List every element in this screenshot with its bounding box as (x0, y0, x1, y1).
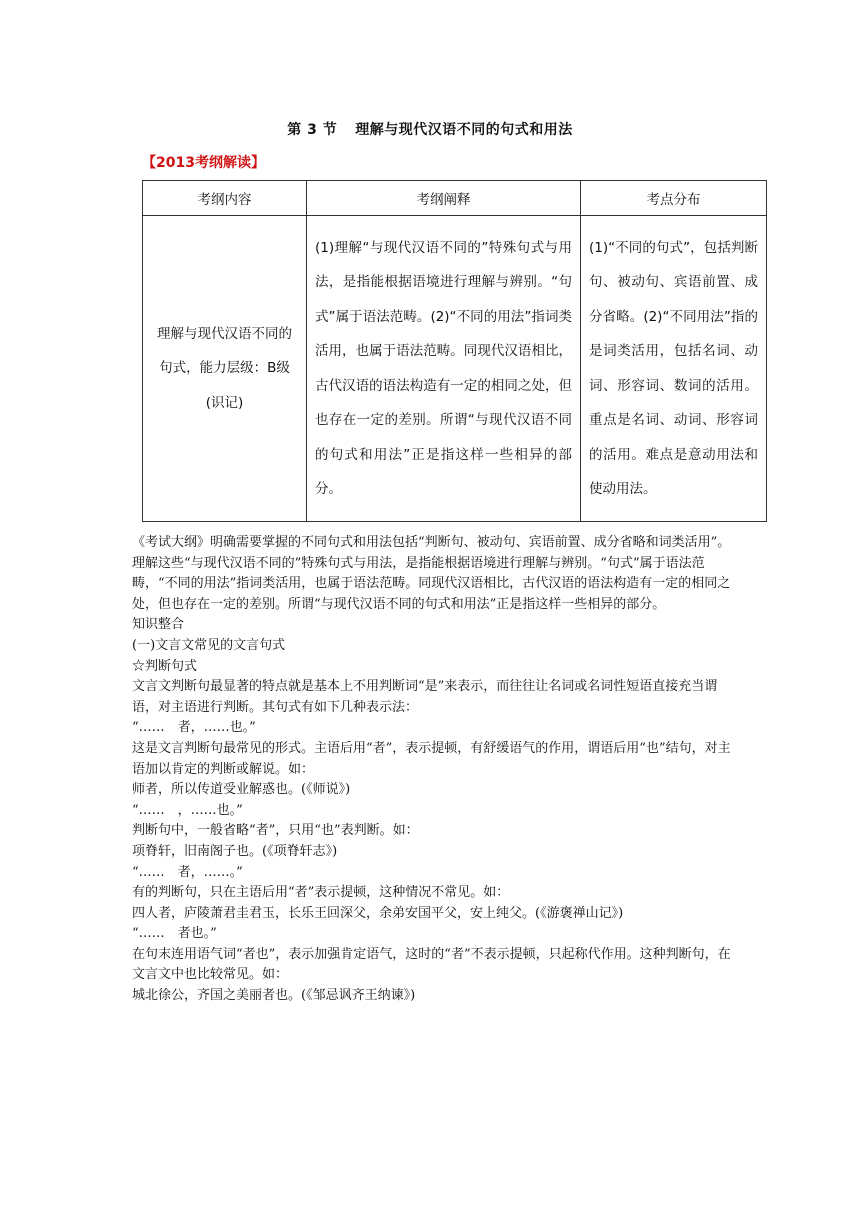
distribution-text: (1)“不同的句式”，包括判断句、被动句、宾语前置、成分省略。(2)“不同用法”指的是词类活用，包括名词、动词、形容词、数词的活用。重点是名词、动词、形容词的活用。难点是意动用法和使动用法。 (589, 239, 758, 497)
heading-knowledge: 知识整合 (132, 617, 185, 633)
paragraph: 理解这些“与现代汉语不同的”特殊句式与用法，是指能根据语境进行理解与辨别。“句式”属于语法范畴，“不同的用法”指词类活用，也属于语法范畴。同现代汉语相比，古代汉语的语法构造有一定的相同之处，但也存在一定的差别。所谓“与现代汉语不同的句式和用法”正是指这样一些相异的部分。 (132, 555, 731, 612)
example-line: 项脊轩，旧南阁子也。(《项脊轩志》) (132, 843, 338, 859)
section-title: 理解与现代汉语不同的句式和用法 (355, 122, 573, 138)
page-title (0, 119, 860, 139)
pattern-line: “…… 者也。” (132, 926, 217, 942)
pattern-line: “…… ，……也。” (132, 802, 243, 818)
cell-distribution (581, 216, 767, 522)
pattern-line: “…… 者，……。” (132, 864, 243, 880)
section-tag: 【2013考纲解读】 (142, 155, 265, 171)
section-number: 第 3 节 (287, 122, 338, 138)
outline-table (142, 180, 767, 522)
paragraph: 有的判断句，只在主语后用“者”表示提顿，这种情况不常见。如： (132, 885, 510, 901)
header-content: 考纲内容 (143, 181, 307, 216)
paragraph: 这是文言判断句最常见的形式。主语后用“者”，表示提顿，有舒缓语气的作用，谓语后用“也”结句，对主语加以肯定的判断或解说。如： (132, 740, 731, 777)
table-row (143, 216, 767, 522)
paragraph: 文言文判断句最显著的特点就是基本上不用判断词“是”来表示，而往往让名词或名词性短语直接充当谓语，对主语进行判断。其句式有如下几种表示法： (132, 679, 718, 715)
table-header-row (143, 181, 767, 216)
example-line: 城北徐公，齐国之美丽者也。(《邹忌讽齐王纳谏》) (132, 988, 416, 1004)
header-explanation: 考纲阐释 (307, 181, 581, 216)
cell-explanation (307, 216, 581, 522)
heading-sentence-patterns: (一)文言文常见的文言句式 (132, 637, 286, 653)
paragraph: 判断句中，一般省略“者”，只用“也”表判断。如： (132, 823, 419, 839)
example-line: 四人者，庐陵萧君圭君玉，长乐王回深父，余弟安国平父，安上纯父。(《游褒禅山记》) (132, 905, 624, 921)
paragraph: 《考试大纲》明确需要掌握的不同句式和用法包括“判断句、被动句、宾语前置、成分省略和词类活用”。 (132, 535, 731, 550)
explanation-text: (1)理解“与现代汉语不同的”特殊句式与用法，是指能根据语境进行理解与辨别。“句式”属于语法范畴。(2)“不同的用法”指词类活用，也属于语法范畴。同现代汉语相比，古代汉语的语法构造有一定的相同之处，但也存在一定的差别。所谓“与现代汉语不同的句式和用法”正是指这样一些相异的部分。 (315, 239, 572, 497)
heading-judgment: ☆判断句式 (132, 658, 198, 674)
header-distribution: 考点分布 (581, 181, 767, 216)
content-text: 理解与现代汉语不同的句式，能力层级：B级(识记) (157, 325, 292, 411)
example-line: 师者，所以传道受业解惑也。(《师说》) (132, 782, 351, 798)
body-text (132, 533, 742, 1007)
pattern-line: “…… 者，……也。” (132, 720, 256, 736)
paragraph: 在句末连用语气词“者也”，表示加强肯定语气，这时的“者”不表示提顿，只起称代作用。这种判断句，在文言文中也比较常见。如： (132, 946, 731, 983)
cell-content (143, 216, 307, 522)
